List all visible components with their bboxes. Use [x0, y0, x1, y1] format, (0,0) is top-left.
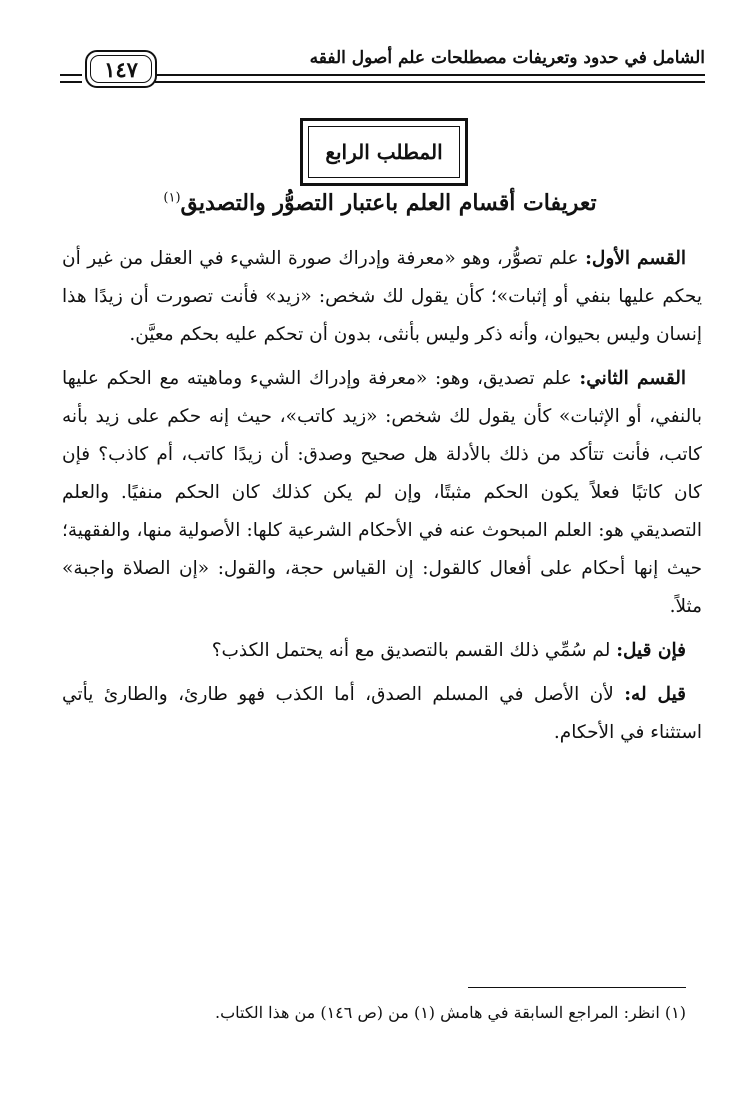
paragraph-3 — [62, 632, 702, 670]
section-title-frame — [300, 118, 468, 186]
paragraph-4-text: لأن الأصل في المسلم الصدق، أما الكذب فهو طارئ، والطارئ يأتي استثناء في الأحكام. — [62, 684, 702, 743]
section-title: المطلب الرابع — [325, 140, 443, 164]
paragraph-3-text: لم سُمِّي ذلك القسم بالتصديق مع أنه يحتمل الكذب؟ — [211, 640, 617, 661]
paragraph-4-head: قيل له: — [624, 684, 686, 705]
paragraph-1 — [62, 240, 702, 354]
paragraph-3-head: فإن قيل: — [616, 640, 686, 661]
footnote: (١) انظر: المراجع السابقة في هامش (١) من (ص ١٤٦) من هذا الكتاب. — [215, 1003, 686, 1022]
paragraph-2-text: علم تصديق، وهو: «معرفة وإدراك الشيء وماهيته مع الحكم عليها بالنفي، أو الإثبات» كأن يقول لك شخص: «زيد كاتب»، حيث إنه حكم على زيد بأنه كاتب، فأنت تتأكد من ذلك بالأدلة هل صحيح وصدق: أن زيدًا كاتب، أم كاذب؟ فإن كان كاتبًا فعلاً يكون الحكم مثبتًا، وإن لم يكن كذلك كان الحكم منفيًا. والعلم التصديقي هو: العلم المبحوث عنه في الأحكام الشرعية كلها: الأصولية منها، والفقهية؛ حيث إنها أحكام على أفعال كالقول: إن القياس حجة، والقول: «إن الصلاة واجبة» مثلاً. — [62, 368, 702, 617]
header-double-rule — [155, 74, 705, 83]
page-header — [60, 42, 705, 102]
page-number: ١٤٧ — [104, 56, 138, 82]
paragraph-1-text: علم تصوُّر، وهو «معرفة وإدراك صورة الشيء في العقل من غير أن يحكم عليها بنفي أو إثبات»؛ كأن يقول لك شخص: «زيد» فأنت تصورت أن زيدًا هذا إنسان وليس بحيوان، وأنه ذكر وليس بأنثى، بدون أن تحكم عليه بحكم معيَّن. — [62, 248, 702, 345]
paragraph-4 — [62, 676, 702, 752]
paragraph-1-head: القسم الأول: — [585, 248, 686, 269]
footnote-separator — [468, 987, 686, 988]
footnote-marker: (١) — [163, 190, 181, 206]
body-text — [62, 240, 702, 758]
paragraph-2 — [62, 360, 702, 626]
paragraph-2-head: القسم الثاني: — [579, 368, 686, 389]
running-title: الشامل في حدود وتعريفات مصطلحات علم أصول الفقه — [309, 48, 705, 68]
header-left-rule — [60, 74, 82, 83]
section-subtitle — [120, 190, 640, 216]
page-number-frame — [85, 50, 157, 88]
subtitle-text: تعريفات أقسام العلم باعتبار التصوُّر والتصديق — [180, 190, 597, 216]
